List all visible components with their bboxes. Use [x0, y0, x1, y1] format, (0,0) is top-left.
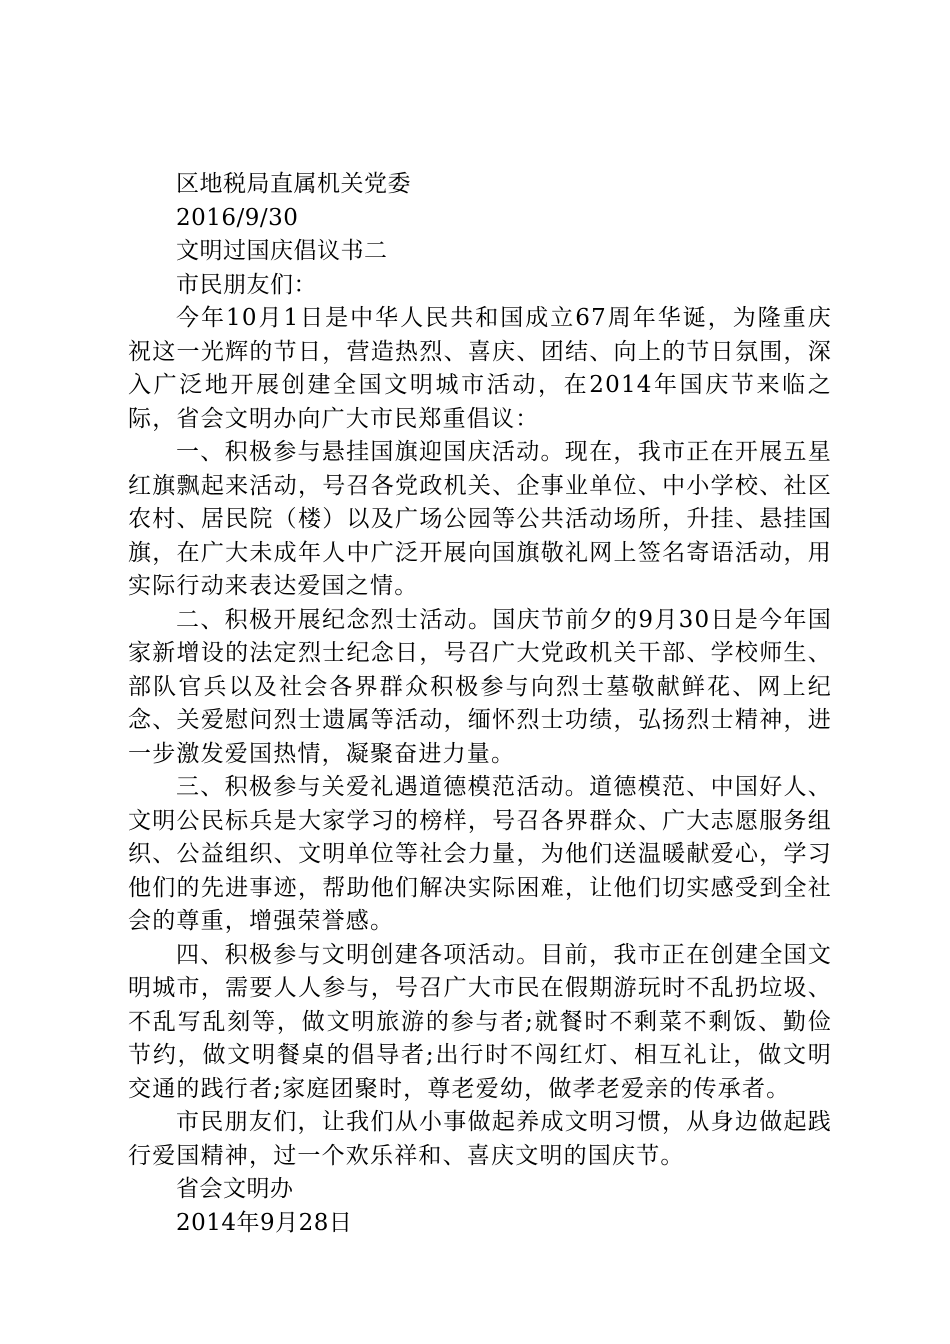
sender-line: 区地税局直属机关党委 — [176, 171, 411, 197]
paragraph-closing: 市民朋友们，让我们从小事做起养成文明习惯，从身边做起践行爱国精神，过一个欢乐祥和、喜庆文明的国庆节。 — [128, 1109, 832, 1169]
signature-date: 2014年9月28日 — [176, 1209, 353, 1236]
paragraph-item-3: 三、积极参与关爱礼遇道德模范活动。道德模范、中国好人、文明公民标兵是大家学习的榜样，号召各界群众、广大志愿服务组织、公益组织、文明单位等社会力量，为他们送温暖献爱心，学习他们的先进事迹，帮助他们解决实际困难，让他们切实感受到全社会的尊重，增强荣誉感。 — [128, 774, 832, 934]
signature-org: 省会文明办 — [176, 1176, 294, 1202]
document-body — [128, 168, 832, 1240]
salutation: 市民朋友们： — [176, 271, 317, 298]
paragraph-item-2: 二、积极开展纪念烈士活动。国庆节前夕的9月30日是今年国家新增设的法定烈士纪念日，号召广大党政机关干部、学校师生、部队官兵以及社会各界群众积极参与向烈士墓敬献鲜花、网上纪念、关爱慰问烈士遗属等活动，缅怀烈士功绩，弘扬烈士精神，进一步激发爱国热情，凝聚奋进力量。 — [128, 606, 832, 767]
paragraph-item-1: 一、积极参与悬挂国旗迎国庆活动。现在，我市正在开展五星红旗飘起来活动，号召各党政机关、企事业单位、中小学校、社区农村、居民院（楼）以及广场公园等公共活动场所，升挂、悬挂国旗，在广大未成年人中广泛开展向国旗敬礼网上签名寄语活动，用实际行动来表达爱国之情。 — [128, 439, 832, 599]
document-title: 文明过国庆倡议书二 — [176, 238, 388, 264]
paragraph-intro: 今年10月1日是中华人民共和国成立67周年华诞，为隆重庆祝这一光辉的节日，营造热烈、喜庆、团结、向上的节日氛围，深入广泛地开展创建全国文明城市活动，在2014年国庆节来临之际，省会文明办向广大市民郑重倡议： — [128, 305, 832, 432]
sender-date: 2016/9/30 — [176, 204, 299, 231]
paragraph-item-4: 四、积极参与文明创建各项活动。目前，我市正在创建全国文明城市，需要人人参与，号召广大市民在假期游玩时不乱扔垃圾、不乱写乱刻等，做文明旅游的参与者;就餐时不剩菜不剩饭、勤俭节约，做文明餐桌的倡导者;出行时不闯红灯、相互礼让，做文明交通的践行者;家庭团聚时，尊老爱幼，做孝老爱亲的传承者。 — [128, 941, 832, 1102]
